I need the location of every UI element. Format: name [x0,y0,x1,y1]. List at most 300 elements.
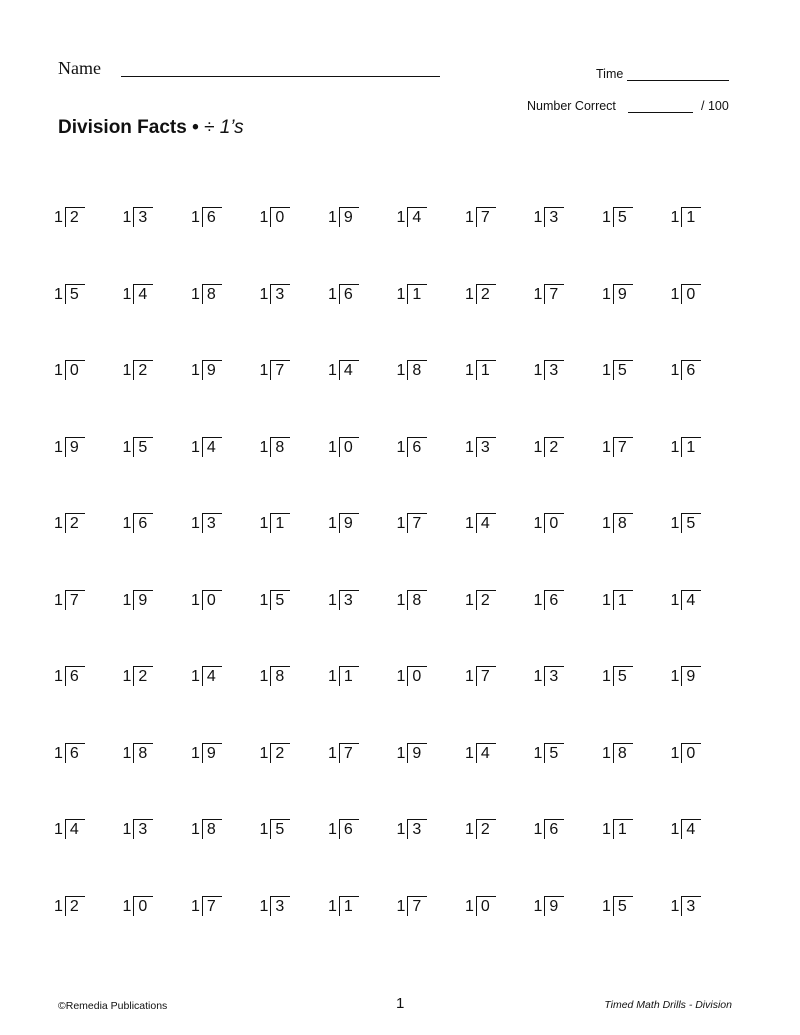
division-problem [465,431,534,457]
dividend: 1 [613,590,633,610]
divisor: 1 [602,209,611,226]
divisor: 1 [54,438,63,456]
divisor: 1 [465,668,474,685]
division-problem [123,890,192,916]
dividend: 8 [270,437,290,457]
page-number: 1 [396,995,405,1012]
divisor: 1 [259,438,269,456]
division-problem [191,354,260,380]
divisor: 1 [465,897,474,915]
divisor: 1 [191,668,200,685]
division-problem [191,507,260,533]
divisor: 1 [465,591,474,609]
dividend: 3 [270,896,290,916]
division-problem [397,201,466,227]
divisor: 1 [259,821,269,838]
division-problem [54,813,123,839]
division-problem [123,660,192,686]
dividend: 4 [202,437,222,457]
divisor: 1 [54,897,63,915]
dividend: 1 [407,284,427,304]
dividend: 4 [476,513,496,533]
dividend: 3 [544,666,564,686]
division-problem [54,890,123,916]
dividend: 3 [133,819,153,839]
dividend: 3 [270,284,290,304]
dividend: 2 [65,513,85,533]
dividend: 7 [407,896,427,916]
divisor: 1 [259,897,269,915]
number-correct-field[interactable] [628,112,693,113]
dividend: 1 [681,207,701,227]
dividend: 6 [407,437,427,457]
dividend: 3 [544,360,564,380]
dividend: 0 [65,360,85,380]
division-problem [123,431,192,457]
dividend: 3 [339,590,359,610]
dividend: 5 [613,666,633,686]
dividend: 9 [133,590,153,610]
division-problem [191,813,260,839]
divisor: 1 [602,744,611,762]
division-problem [534,813,603,839]
divisor: 1 [191,591,200,609]
dividend: 7 [270,360,290,380]
divisor: 1 [259,668,269,685]
divisor: 1 [396,897,406,915]
divisor: 1 [602,591,611,609]
dividend: 9 [339,207,359,227]
dividend: 4 [681,819,701,839]
divisor: 1 [191,897,200,915]
divisor: 1 [465,209,474,226]
division-problem [260,660,329,686]
division-problem [260,354,329,380]
dividend: 6 [339,819,359,839]
divisor: 1 [670,209,680,226]
divisor: 1 [602,438,611,456]
division-problem [671,431,740,457]
dividend: 2 [476,819,496,839]
division-problem [671,660,740,686]
divisor: 1 [533,591,543,609]
divisor: 1 [328,591,337,609]
dividend: 5 [613,896,633,916]
divisor: 1 [328,821,337,838]
dividend: 8 [407,360,427,380]
dividend: 6 [544,590,564,610]
division-problem [191,890,260,916]
divisor: 1 [54,515,63,532]
division-problem [191,737,260,763]
divisor: 1 [670,591,680,609]
division-problem [602,354,671,380]
dividend: 6 [65,666,85,686]
dividend: 9 [202,360,222,380]
dividend: 5 [544,743,564,763]
division-problem [397,354,466,380]
division-problem [671,354,740,380]
dividend: 0 [681,743,701,763]
divisor: 1 [465,285,474,303]
time-field[interactable] [627,80,729,81]
dividend: 9 [407,743,427,763]
dividend: 5 [613,207,633,227]
dividend: 7 [613,437,633,457]
division-problem [534,890,603,916]
dividend: 5 [65,284,85,304]
division-problem [397,278,466,304]
division-problem [123,737,192,763]
dividend: 2 [65,896,85,916]
division-problem [54,278,123,304]
divisor: 1 [465,438,474,456]
division-problem [260,431,329,457]
dividend: 6 [202,207,222,227]
division-problem [671,584,740,610]
division-problem [54,431,123,457]
division-problem [260,813,329,839]
divisor: 1 [259,744,269,762]
dividend: 1 [339,666,359,686]
dividend: 5 [613,360,633,380]
division-problem [534,584,603,610]
division-problem [328,507,397,533]
divisor: 1 [122,821,132,838]
dividend: 1 [270,513,290,533]
division-problem [123,278,192,304]
dividend: 1 [613,819,633,839]
division-problem [671,201,740,227]
division-problem [397,507,466,533]
dividend: 3 [681,896,701,916]
divisor: 1 [328,362,337,379]
divisor: 1 [602,821,611,838]
dividend: 1 [339,896,359,916]
divisor: 1 [533,285,543,303]
divisor: 1 [533,821,543,838]
division-problem [397,737,466,763]
division-problem [465,584,534,610]
divisor: 1 [396,821,406,838]
divisor: 1 [122,285,132,303]
divisor: 1 [328,897,337,915]
dividend: 8 [613,743,633,763]
dividend: 5 [133,437,153,457]
division-problem [465,354,534,380]
division-problem [602,660,671,686]
divisor: 1 [533,209,543,226]
divisor: 1 [122,438,132,456]
division-problem [602,431,671,457]
dividend: 9 [613,284,633,304]
dividend: 9 [544,896,564,916]
divisor: 1 [191,209,200,226]
divisor: 1 [328,209,337,226]
dividend: 2 [133,360,153,380]
division-problem [260,507,329,533]
divisor: 1 [259,515,269,532]
division-problem [602,201,671,227]
divisor: 1 [602,515,611,532]
dividend: 8 [133,743,153,763]
division-problem [54,507,123,533]
dividend: 4 [476,743,496,763]
dividend: 5 [270,819,290,839]
dividend: 6 [681,360,701,380]
divisor: 1 [602,668,611,685]
division-problem [328,278,397,304]
divisor: 1 [328,438,337,456]
division-problem [123,584,192,610]
division-problem [191,584,260,610]
divisor: 1 [670,897,680,915]
divisor: 1 [122,897,132,915]
divisor: 1 [670,668,680,685]
division-problem [397,431,466,457]
number-correct-total: / 100 [701,99,729,113]
divisor: 1 [259,209,269,226]
division-problem [328,354,397,380]
page-title [58,117,244,139]
divisor: 1 [259,591,269,609]
dividend: 2 [476,284,496,304]
problem-grid [54,201,744,981]
division-problem [260,201,329,227]
book-title: Timed Math Drills - Division [604,999,732,1011]
dividend: 9 [339,513,359,533]
division-problem [602,890,671,916]
dividend: 4 [133,284,153,304]
dividend: 0 [681,284,701,304]
divisor: 1 [54,744,63,762]
division-problem [54,660,123,686]
dividend: 2 [133,666,153,686]
dividend: 7 [202,896,222,916]
divisor: 1 [465,362,474,379]
dividend: 7 [544,284,564,304]
division-problem [397,584,466,610]
divisor: 1 [122,744,132,762]
dividend: 4 [65,819,85,839]
divisor: 1 [533,515,543,532]
division-problem [465,813,534,839]
division-problem [328,737,397,763]
dividend: 6 [65,743,85,763]
dividend: 0 [476,896,496,916]
divisor: 1 [670,821,680,838]
division-problem [191,431,260,457]
division-problem [465,201,534,227]
division-problem [54,584,123,610]
division-problem [602,584,671,610]
divisor: 1 [670,744,680,762]
dividend: 8 [202,819,222,839]
dividend: 0 [270,207,290,227]
dividend: 4 [407,207,427,227]
dividend: 2 [476,590,496,610]
division-problem [534,737,603,763]
title-sub: ÷ 1’s [204,117,244,138]
division-problem [123,201,192,227]
divisor: 1 [533,897,543,915]
divisor: 1 [533,744,543,762]
name-field[interactable] [121,76,440,77]
divisor: 1 [670,515,680,532]
division-problem [260,278,329,304]
dividend: 7 [65,590,85,610]
dividend: 1 [681,437,701,457]
division-problem [328,813,397,839]
dividend: 2 [544,437,564,457]
dividend: 3 [544,207,564,227]
divisor: 1 [122,362,132,379]
dividend: 0 [202,590,222,610]
dividend: 8 [270,666,290,686]
divisor: 1 [191,515,200,532]
division-problem [328,201,397,227]
division-problem [123,507,192,533]
divisor: 1 [328,285,337,303]
dividend: 7 [476,666,496,686]
divisor: 1 [533,362,543,379]
divisor: 1 [396,285,406,303]
division-problem [260,890,329,916]
dividend: 6 [133,513,153,533]
divisor: 1 [396,515,406,532]
divisor: 1 [191,285,200,303]
dividend: 3 [202,513,222,533]
dividend: 6 [339,284,359,304]
division-problem [602,507,671,533]
divisor: 1 [122,668,132,685]
division-problem [54,201,123,227]
divisor: 1 [396,362,406,379]
divisor: 1 [602,362,611,379]
divisor: 1 [54,821,63,838]
division-problem [534,431,603,457]
divisor: 1 [670,285,680,303]
divisor: 1 [533,668,543,685]
divisor: 1 [465,744,474,762]
divisor: 1 [670,438,680,456]
divisor: 1 [191,821,200,838]
dividend: 8 [202,284,222,304]
division-problem [191,201,260,227]
division-problem [123,813,192,839]
division-problem [191,660,260,686]
division-problem [602,278,671,304]
division-problem [191,278,260,304]
division-problem [328,431,397,457]
division-problem [260,737,329,763]
dividend: 8 [613,513,633,533]
division-problem [260,584,329,610]
division-problem [671,813,740,839]
dividend: 1 [476,360,496,380]
division-problem [602,813,671,839]
time-label: Time [596,67,624,81]
division-problem [534,278,603,304]
dividend: 3 [476,437,496,457]
division-problem [671,507,740,533]
division-problem [465,507,534,533]
dividend: 0 [544,513,564,533]
dividend: 5 [681,513,701,533]
division-problem [671,737,740,763]
publisher: ©Remedia Publications [58,1000,168,1012]
dividend: 9 [65,437,85,457]
name-label: Name [58,58,101,78]
divisor: 1 [54,362,63,379]
dividend: 6 [544,819,564,839]
dividend: 7 [339,743,359,763]
division-problem [534,354,603,380]
divisor: 1 [396,591,406,609]
divisor: 1 [670,362,680,379]
divisor: 1 [396,209,406,226]
division-problem [465,737,534,763]
division-problem [328,890,397,916]
divisor: 1 [191,744,200,762]
divisor: 1 [396,744,406,762]
division-problem [328,660,397,686]
divisor: 1 [465,821,474,838]
dividend: 0 [133,896,153,916]
division-problem [602,737,671,763]
division-problem [534,507,603,533]
dividend: 0 [407,666,427,686]
divisor: 1 [465,515,474,532]
division-problem [534,201,603,227]
dividend: 4 [681,590,701,610]
divisor: 1 [259,362,269,379]
division-problem [397,890,466,916]
dividend: 7 [407,513,427,533]
dividend: 2 [65,207,85,227]
division-problem [465,890,534,916]
division-problem [671,890,740,916]
dividend: 8 [407,590,427,610]
division-problem [54,737,123,763]
divisor: 1 [54,285,63,303]
division-problem [534,660,603,686]
divisor: 1 [602,285,611,303]
divisor: 1 [54,209,63,226]
dividend: 0 [339,437,359,457]
division-problem [397,660,466,686]
dividend: 2 [270,743,290,763]
divisor: 1 [122,591,132,609]
dividend: 3 [407,819,427,839]
divisor: 1 [602,897,611,915]
division-problem [123,354,192,380]
divisor: 1 [122,515,132,532]
division-problem [54,354,123,380]
divisor: 1 [396,438,406,456]
dividend: 3 [133,207,153,227]
divisor: 1 [328,668,337,685]
division-problem [465,660,534,686]
divisor: 1 [191,362,200,379]
division-problem [465,278,534,304]
number-correct-label: Number Correct [527,99,616,113]
dividend: 9 [681,666,701,686]
division-problem [397,813,466,839]
division-problem [671,278,740,304]
divisor: 1 [122,209,132,226]
dividend: 9 [202,743,222,763]
